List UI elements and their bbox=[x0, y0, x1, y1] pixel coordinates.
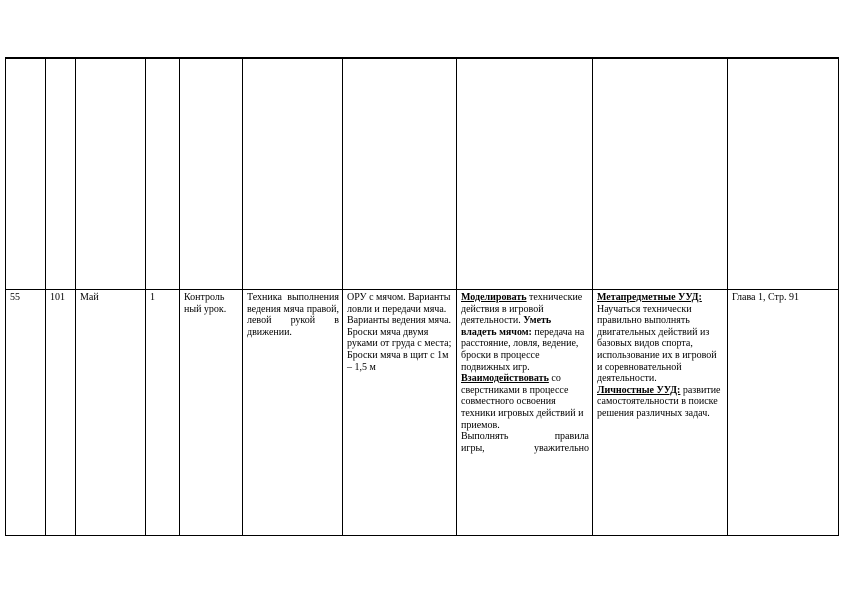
model-text: технические действия в игровой деятельности. bbox=[461, 292, 583, 327]
empty-cell bbox=[76, 58, 146, 290]
empty-cell bbox=[180, 58, 243, 290]
homework-cell: Глава 1, Стр. 91 bbox=[728, 290, 839, 536]
empty-cell bbox=[6, 58, 46, 290]
meta-text: Научаться технически правильно выполнять двигательных действий из базовых видов спорта, использование их в игровой и соревновательной деятельности. bbox=[597, 303, 717, 385]
empty-cell bbox=[46, 58, 76, 290]
activities-cell bbox=[457, 290, 593, 536]
personal-label: Личностные УУД: bbox=[597, 384, 681, 396]
row-number-cell: 55 bbox=[6, 290, 46, 536]
empty-cell bbox=[243, 58, 343, 290]
empty-cell bbox=[457, 58, 593, 290]
rules-word: правила bbox=[554, 431, 589, 443]
personal-text: развитие самостоятельности в поиске решения различных задач. bbox=[597, 384, 721, 419]
lesson-type-cell: Контроль ный урок. bbox=[180, 290, 243, 536]
hours-cell: 1 bbox=[146, 290, 180, 536]
interact-text: со сверстниками в процессе совместного освоения техники игровых действий и приемов. bbox=[461, 373, 584, 431]
empty-cell bbox=[728, 58, 839, 290]
table-row bbox=[6, 290, 839, 536]
empty-cell bbox=[343, 58, 457, 290]
lesson-plan-table bbox=[5, 57, 839, 536]
blank-row bbox=[6, 58, 839, 290]
month-cell: Май bbox=[76, 290, 146, 536]
lesson-number-cell: 101 bbox=[46, 290, 76, 536]
model-label: Моделировать bbox=[461, 292, 527, 303]
meta-label: Метапредметные УУД: bbox=[597, 292, 702, 303]
rules-word: игры, bbox=[461, 442, 485, 454]
rules-line-1 bbox=[461, 431, 589, 443]
topic-cell: Техника выполнения ведения мяча правой, левой рукой в движении. bbox=[243, 290, 343, 536]
rules-line-2 bbox=[461, 443, 589, 455]
outcomes-cell bbox=[593, 290, 728, 536]
skill-label: Уметь владеть мячом: bbox=[461, 315, 552, 338]
content-cell: ОРУ с мячом. Варианты ловли и передачи мяча. Варианты ведения мяча. Броски мяча двумя руками от груда с места; Броски мяча в щит с 1м – 1,5 м bbox=[343, 290, 457, 536]
rules-word: уважительно bbox=[534, 442, 589, 454]
empty-cell bbox=[146, 58, 180, 290]
rules-word: Выполнять bbox=[461, 431, 509, 443]
interact-label: Взаимодействовать bbox=[461, 373, 549, 385]
skill-text: передача на расстояние, ловля, ведение, броски в процессе подвижных игр. bbox=[461, 326, 585, 373]
empty-cell bbox=[593, 58, 728, 290]
